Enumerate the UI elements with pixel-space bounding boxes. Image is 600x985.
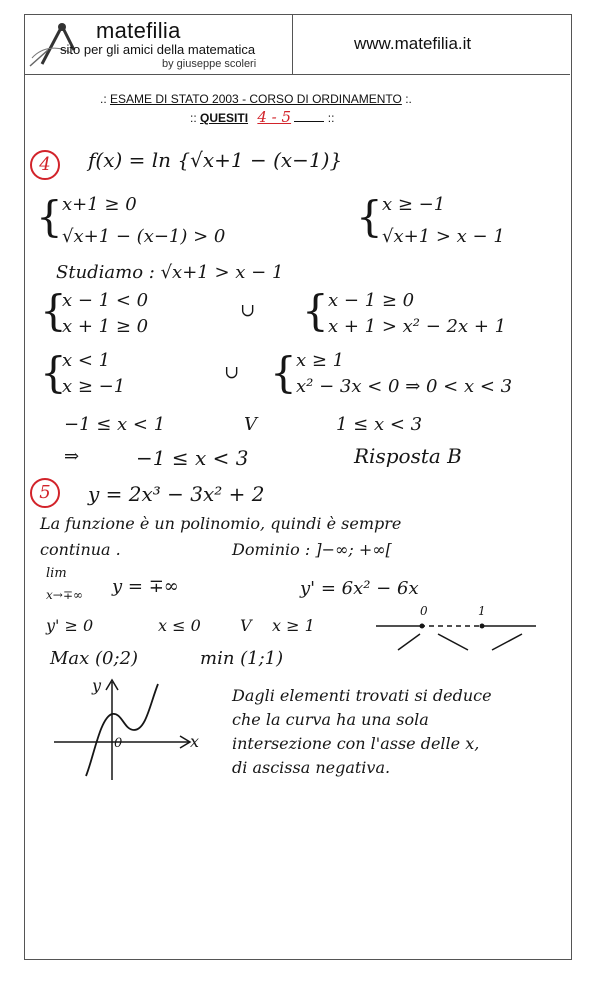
brand-tagline: sito per gli amici della matematica <box>60 42 256 57</box>
q5-lim-label: lim <box>46 566 67 581</box>
q4-sys1-line2: √x+1 − (x−1) > 0 <box>62 226 226 247</box>
q5-limit-value: y = ∓∞ <box>112 576 179 597</box>
q4-sys3b-line1: x ≥ 1 <box>296 350 345 371</box>
cubic-sketch-graph <box>50 676 200 786</box>
q4-sys1b-line2: √x+1 > x − 1 <box>382 226 505 247</box>
q4-sys3b-line2: x² − 3x < 0 ⇒ 0 < x < 3 <box>296 376 513 397</box>
brace: { <box>40 286 67 335</box>
implies-arrow: ⇒ <box>64 446 80 467</box>
or-symbol: V <box>244 414 257 435</box>
q4-sys2a-line1: x − 1 < 0 <box>62 290 149 311</box>
q5-conclusion-line1: Dagli elementi trovati si deduce <box>232 686 492 705</box>
brace: { <box>36 192 63 241</box>
brace: { <box>302 286 329 335</box>
quesiti-title <box>190 108 334 126</box>
brace: { <box>356 192 383 241</box>
brace: { <box>40 348 67 397</box>
quesiti-prefix: :: <box>190 111 201 125</box>
q5-lim-subscript: x→∓∞ <box>46 588 83 602</box>
q4-sys2a-line2: x + 1 ≥ 0 <box>62 316 149 337</box>
q4-interval-a: −1 ≤ x < 1 <box>64 414 166 435</box>
or-symbol: V <box>240 616 252 635</box>
union-symbol: ∪ <box>224 362 240 383</box>
page-header <box>24 14 570 75</box>
title-prefix: .: <box>100 92 111 106</box>
derivative-sign-chart <box>376 608 536 656</box>
graph-origin-label: 0 <box>114 736 123 751</box>
quesiti-label: QUESITI <box>200 111 249 125</box>
q5-condition-2: x ≥ 1 <box>272 616 315 635</box>
q4-sys2b-line1: x − 1 ≥ 0 <box>328 290 415 311</box>
q5-conclusion-line4: di ascissa negativa. <box>232 758 391 777</box>
q4-sys3a-line1: x < 1 <box>62 350 111 371</box>
q5-function: y = 2x³ − 3x² + 2 <box>88 482 265 506</box>
brand-name: matefilia <box>96 18 181 43</box>
q5-min: min (1;1) <box>200 648 284 669</box>
q4-sys1-line1: x+1 ≥ 0 <box>62 194 137 215</box>
sign-chart-zero: 0 <box>420 604 428 618</box>
q5-derivative: y' = 6x² − 6x <box>300 578 419 599</box>
brace: { <box>270 348 297 397</box>
question-number-4: 4 <box>30 150 60 180</box>
q5-conclusion-line2: che la curva ha una sola <box>232 710 429 729</box>
q4-result: −1 ≤ x < 3 <box>136 446 249 470</box>
quesiti-underline <box>294 121 324 122</box>
q4-sys1b-line1: x ≥ −1 <box>382 194 446 215</box>
question-number-5: 5 <box>30 478 60 508</box>
union-symbol: ∪ <box>240 300 256 321</box>
q5-conclusion-line3: intersezione con l'asse delle x, <box>232 734 480 753</box>
title-suffix: :. <box>401 92 412 106</box>
q4-sys3a-line2: x ≥ −1 <box>62 376 126 397</box>
exam-title <box>100 92 412 106</box>
q4-sys2b-line2: x + 1 > x² − 2x + 1 <box>328 316 507 337</box>
quesiti-range: 4 - 5 <box>257 108 292 126</box>
q5-text-line1: La funzione è un polinomio, quindi è sempre <box>40 514 402 533</box>
sign-chart-one: 1 <box>478 604 486 618</box>
q4-studiamo: Studiamo : √x+1 > x − 1 <box>56 262 284 283</box>
q5-text-line2: continua . <box>40 540 121 559</box>
brand-author: by giuseppe scoleri <box>162 58 257 70</box>
graph-x-label: x <box>190 732 200 751</box>
q5-condition-1: x ≤ 0 <box>158 616 201 635</box>
exam-name: ESAME DI STATO 2003 - CORSO DI ORDINAMENTO <box>110 92 402 106</box>
q4-function: f(x) = ln {√x+1 − (x−1)} <box>88 148 343 172</box>
website-url[interactable]: www.matefilia.it <box>354 34 472 53</box>
q5-max: Max (0;2) <box>50 648 139 669</box>
q4-answer: Risposta B <box>354 444 462 468</box>
brand-box <box>24 14 293 74</box>
graph-y-label: y <box>92 676 102 695</box>
q5-domain: Dominio : ]−∞; +∞[ <box>232 540 392 559</box>
q4-interval-b: 1 ≤ x < 3 <box>336 414 423 435</box>
quesiti-suffix: :: <box>324 111 335 125</box>
q5-inequality: y' ≥ 0 <box>46 616 94 635</box>
